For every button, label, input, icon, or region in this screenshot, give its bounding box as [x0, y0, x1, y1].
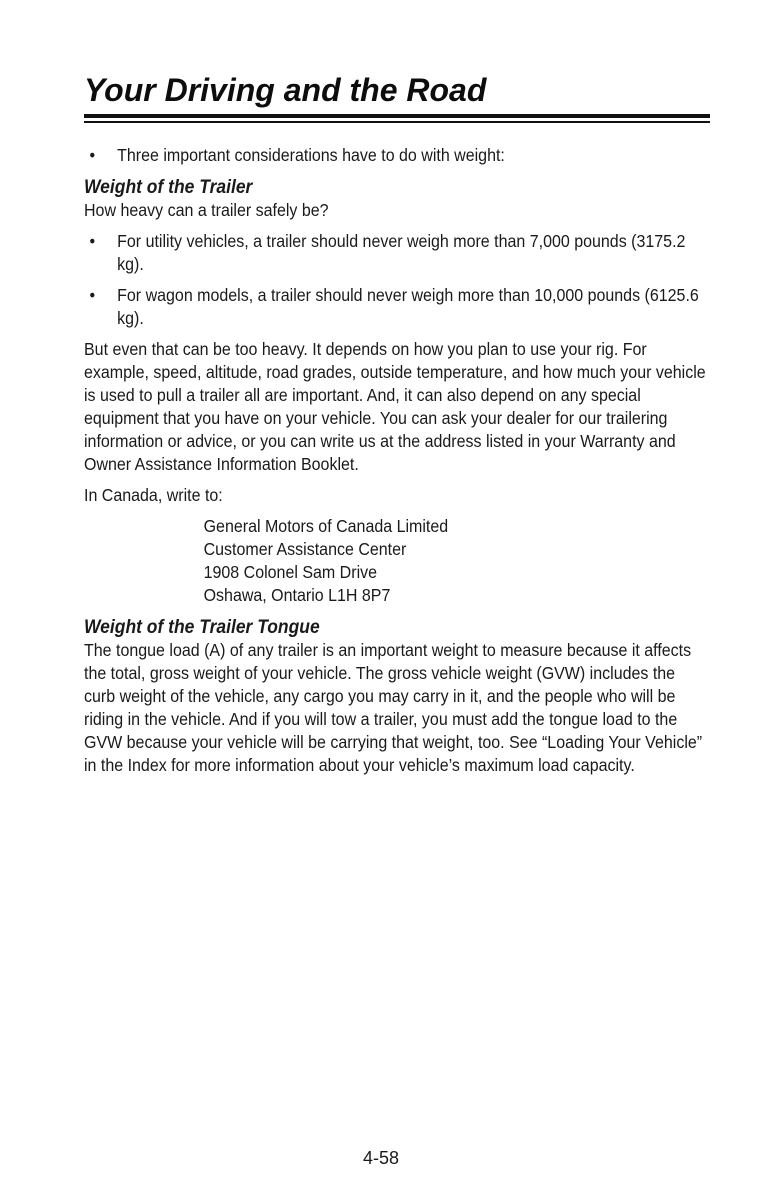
list-item — [84, 230, 710, 276]
page-title: Your Driving and the Road — [84, 72, 487, 108]
bullet-icon: • — [89, 285, 96, 305]
list-item — [84, 144, 710, 167]
trailer-weight-paragraph: But even that can be too heavy. It depends on how you plan to use your rig. For example, speed, altitude, road grades, outside temperature, and how much your vehicle is used to pull a trailer all are important. And, it can also depend on any special equipment that you have on your vehicle. You can ask your dealer for our trailering information or advice, or you can write us at the address listed in your Warranty and Owner Assistance Information Booklet. — [84, 339, 706, 474]
list-item-text: For wagon models, a trailer should never weigh more than 10,000 pounds (6125.6 kg). — [117, 285, 699, 328]
address-line: General Motors of Canada Limited — [203, 516, 449, 536]
question-text: How heavy can a trailer safely be? — [84, 200, 329, 220]
list-item-text: For utility vehicles, a trailer should never weigh more than 7,000 pounds (3175.2 kg). — [117, 231, 686, 274]
bullet-icon: • — [89, 231, 96, 251]
tongue-weight-paragraph: The tongue load (A) of any trailer is an important weight to measure because it affects the total, gross weight of your vehicle. The gross vehicle weight (GVW) includes the curb weight of the vehicle, any cargo you may carry in it, and the people who will be riding in the vehicle. And if you will tow a trailer, you must add the tongue load to the GVW because your vehicle will be carrying that weight, too. See “Loading Your Vehicle” in the Index for more information about your vehicle’s maximum load capacity. — [84, 640, 703, 775]
address-line: 1908 Colonel Sam Drive — [203, 562, 378, 582]
page-body — [84, 144, 710, 785]
list-item — [84, 284, 710, 330]
address-line: Customer Assistance Center — [203, 539, 407, 559]
list-item-text: Three important considerations have to do with weight: — [117, 145, 505, 165]
section-heading-trailer-weight: Weight of the Trailer — [84, 177, 253, 198]
title-rule-thin — [84, 121, 710, 123]
page-number: 4-58 — [362, 1148, 400, 1168]
address-line: Oshawa, Ontario L1H 8P7 — [203, 585, 391, 605]
canada-address — [84, 515, 710, 607]
bullet-icon: • — [89, 145, 96, 165]
canada-intro: In Canada, write to: — [84, 485, 223, 505]
section-heading-tongue-weight: Weight of the Trailer Tongue — [84, 617, 320, 638]
title-rule-thick — [84, 114, 710, 118]
